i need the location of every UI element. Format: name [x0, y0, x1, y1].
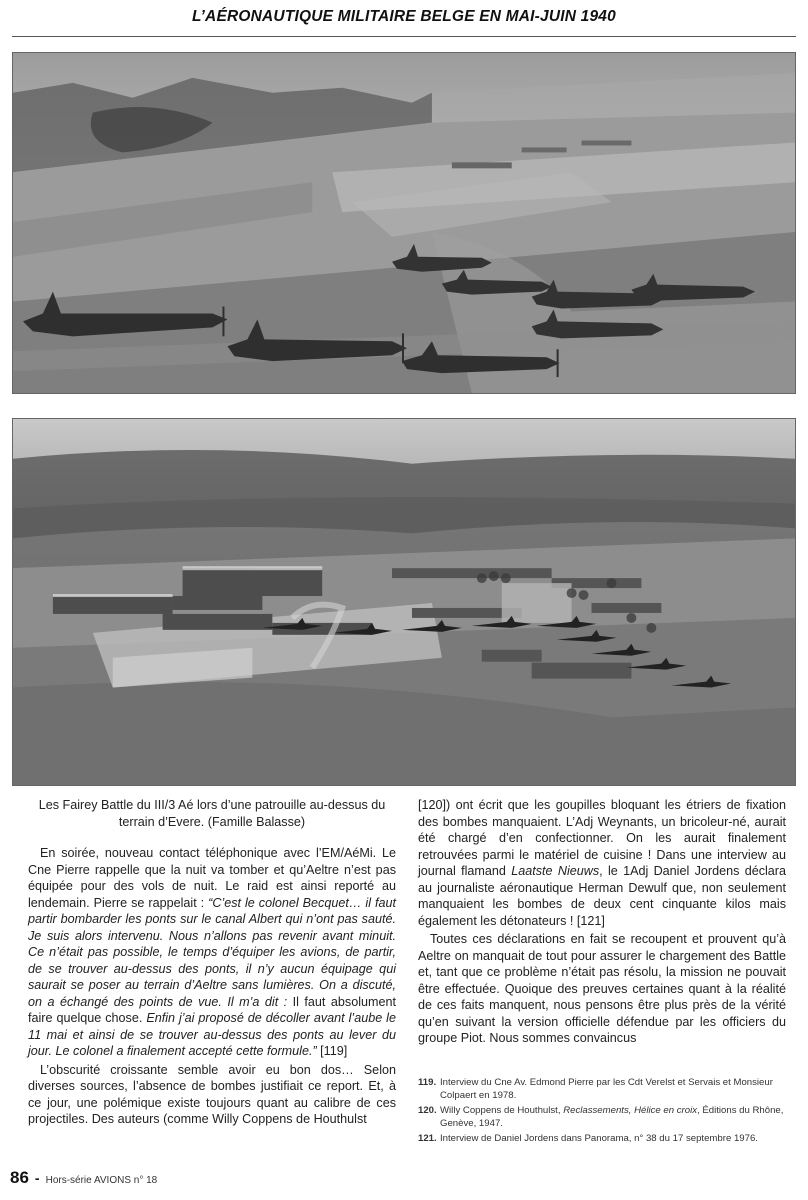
left-paragraph-1 — [28, 845, 396, 1060]
footnote-text: , Éditions du Rhône, Genève, 1947. — [440, 1105, 784, 1129]
page-number: 86 — [10, 1168, 29, 1187]
photo-caption — [28, 797, 396, 831]
left-p1-plain: Il faut absolument faire quelque chose. — [28, 994, 396, 1025]
caption-line-1: Les Fairey Battle du III/3 Aé lors d’une patrouille au-dessus du — [38, 798, 386, 812]
airfield-aerial-image — [13, 419, 795, 785]
right-p1-text-a: [120]) ont écrit que les goupilles bloquant les étriers de fixation des bombes manquaient. L’Adj Weynants, un bricoleur-né, aurait été chargé d’en confectionner. On les aurait finalement retrouvées parmi le matériel de cuisine ! Dans une interview au journal flamand — [418, 798, 786, 878]
footnote-119 — [418, 1077, 786, 1102]
aircraft-formation-photo — [12, 52, 796, 394]
airfield-aerial-photo — [12, 418, 796, 786]
footnote-number: 119. — [418, 1077, 437, 1088]
left-p1-quote-2: Enfin j’ai proposé de décoller avant l’aube le 11 mai et ainsi de se trouver au-dessus des ponts au lever du jour. Le colonel a finalement accepté cette formule.” — [28, 1011, 396, 1058]
footnote-120 — [418, 1105, 786, 1130]
page-header-title: L’AÉRONAUTIQUE MILITAIRE BELGE EN MAI-JUIN 1940 — [192, 8, 616, 25]
footer-separator: - — [34, 1170, 40, 1186]
publication-name: Hors-série AVIONS n° 18 — [45, 1175, 158, 1186]
footnote-number: 120. — [418, 1105, 437, 1116]
left-text-column — [28, 797, 396, 1130]
right-p1-text-b: , le 1Adj Daniel Jordens déclara au journaliste aéronautique Herman Dewulf que, non seulement manquaient les bombes de deux cent cinquante kilos mais également les détonateurs ! [121] — [418, 864, 787, 928]
footnote-121 — [418, 1133, 786, 1146]
left-p1-quote: “C’est le colonel Becquet… il faut partir bombarder les ponts sur le canal Albert qui n’ont pas sauté. Je suis alors intervenu. Nous n’allons pas revenir avant minuit. Ce n’était pas possible, le temps d’équiper les avions, de partir, de se trouver au-dessus des ponts, il n’y aucun équipage qui saurait se poser au terrain d’Aeltre sans lumières. On a discuté, on a échangé des points de vue. Il m’a dit : — [28, 895, 396, 1009]
footnote-number: 121. — [418, 1133, 437, 1144]
right-paragraph-2: Toutes ces déclarations en fait se recoupent et prouvent qu’à Aeltre on manquait de tout pour assurer le chargement des Battle et, tant que ce problème n’était pas résolu, la mission ne pouvait être effectuée. Quoique des preuves certaines quant à la réalité de ces faits manquent, nous pensons être plus près de la vérité qu’en suivant la version officielle défendue par les officiers du groupe Piot. Nous sommes convaincus — [418, 932, 786, 1045]
footnote-italic: Reclassements, Hélice en croix — [563, 1105, 698, 1116]
left-p1-text: En soirée, nouveau contact téléphonique avec l’EM/AéMi. Le Cne Pierre rappelle que la nuit va tomber et qu’Aeltre n’est pas équipée pour des vols de nuit. Le raid est ainsi reporté au lendemain. Pierre se rappelait : — [28, 846, 396, 910]
caption-line-2: terrain d’Evere. (Famille Balasse) — [118, 815, 306, 829]
right-paragraph-1 — [418, 797, 786, 929]
footnote-text: Interview du Cne Av. Edmond Pierre par les Cdt Verelst et Servais et Monsieur Colpaert en 1978. — [440, 1077, 773, 1101]
left-p1-ref: [119] — [316, 1044, 348, 1058]
footnote-text: Interview de Daniel Jordens dans Panorama, n° 38 du 17 septembre 1976. — [440, 1133, 758, 1144]
page-footer — [10, 1168, 157, 1192]
header-divider — [12, 36, 796, 37]
footnote-text: Willy Coppens de Houthulst, — [440, 1105, 564, 1116]
footnotes — [418, 1077, 786, 1149]
aircraft-formation-image — [13, 53, 795, 393]
right-p1-italic: Laatste Nieuws — [511, 864, 600, 878]
right-text-column — [418, 797, 786, 1049]
left-paragraph-2: L’obscurité croissante semble avoir eu bon dos… Selon diverses sources, l’absence de bombes justifiait ce report. Et, à ce jour, une polémique existe toujours quant au calibre de ces projectiles. Des auteurs (comme Willy Coppens de Houthulst — [28, 1062, 396, 1126]
